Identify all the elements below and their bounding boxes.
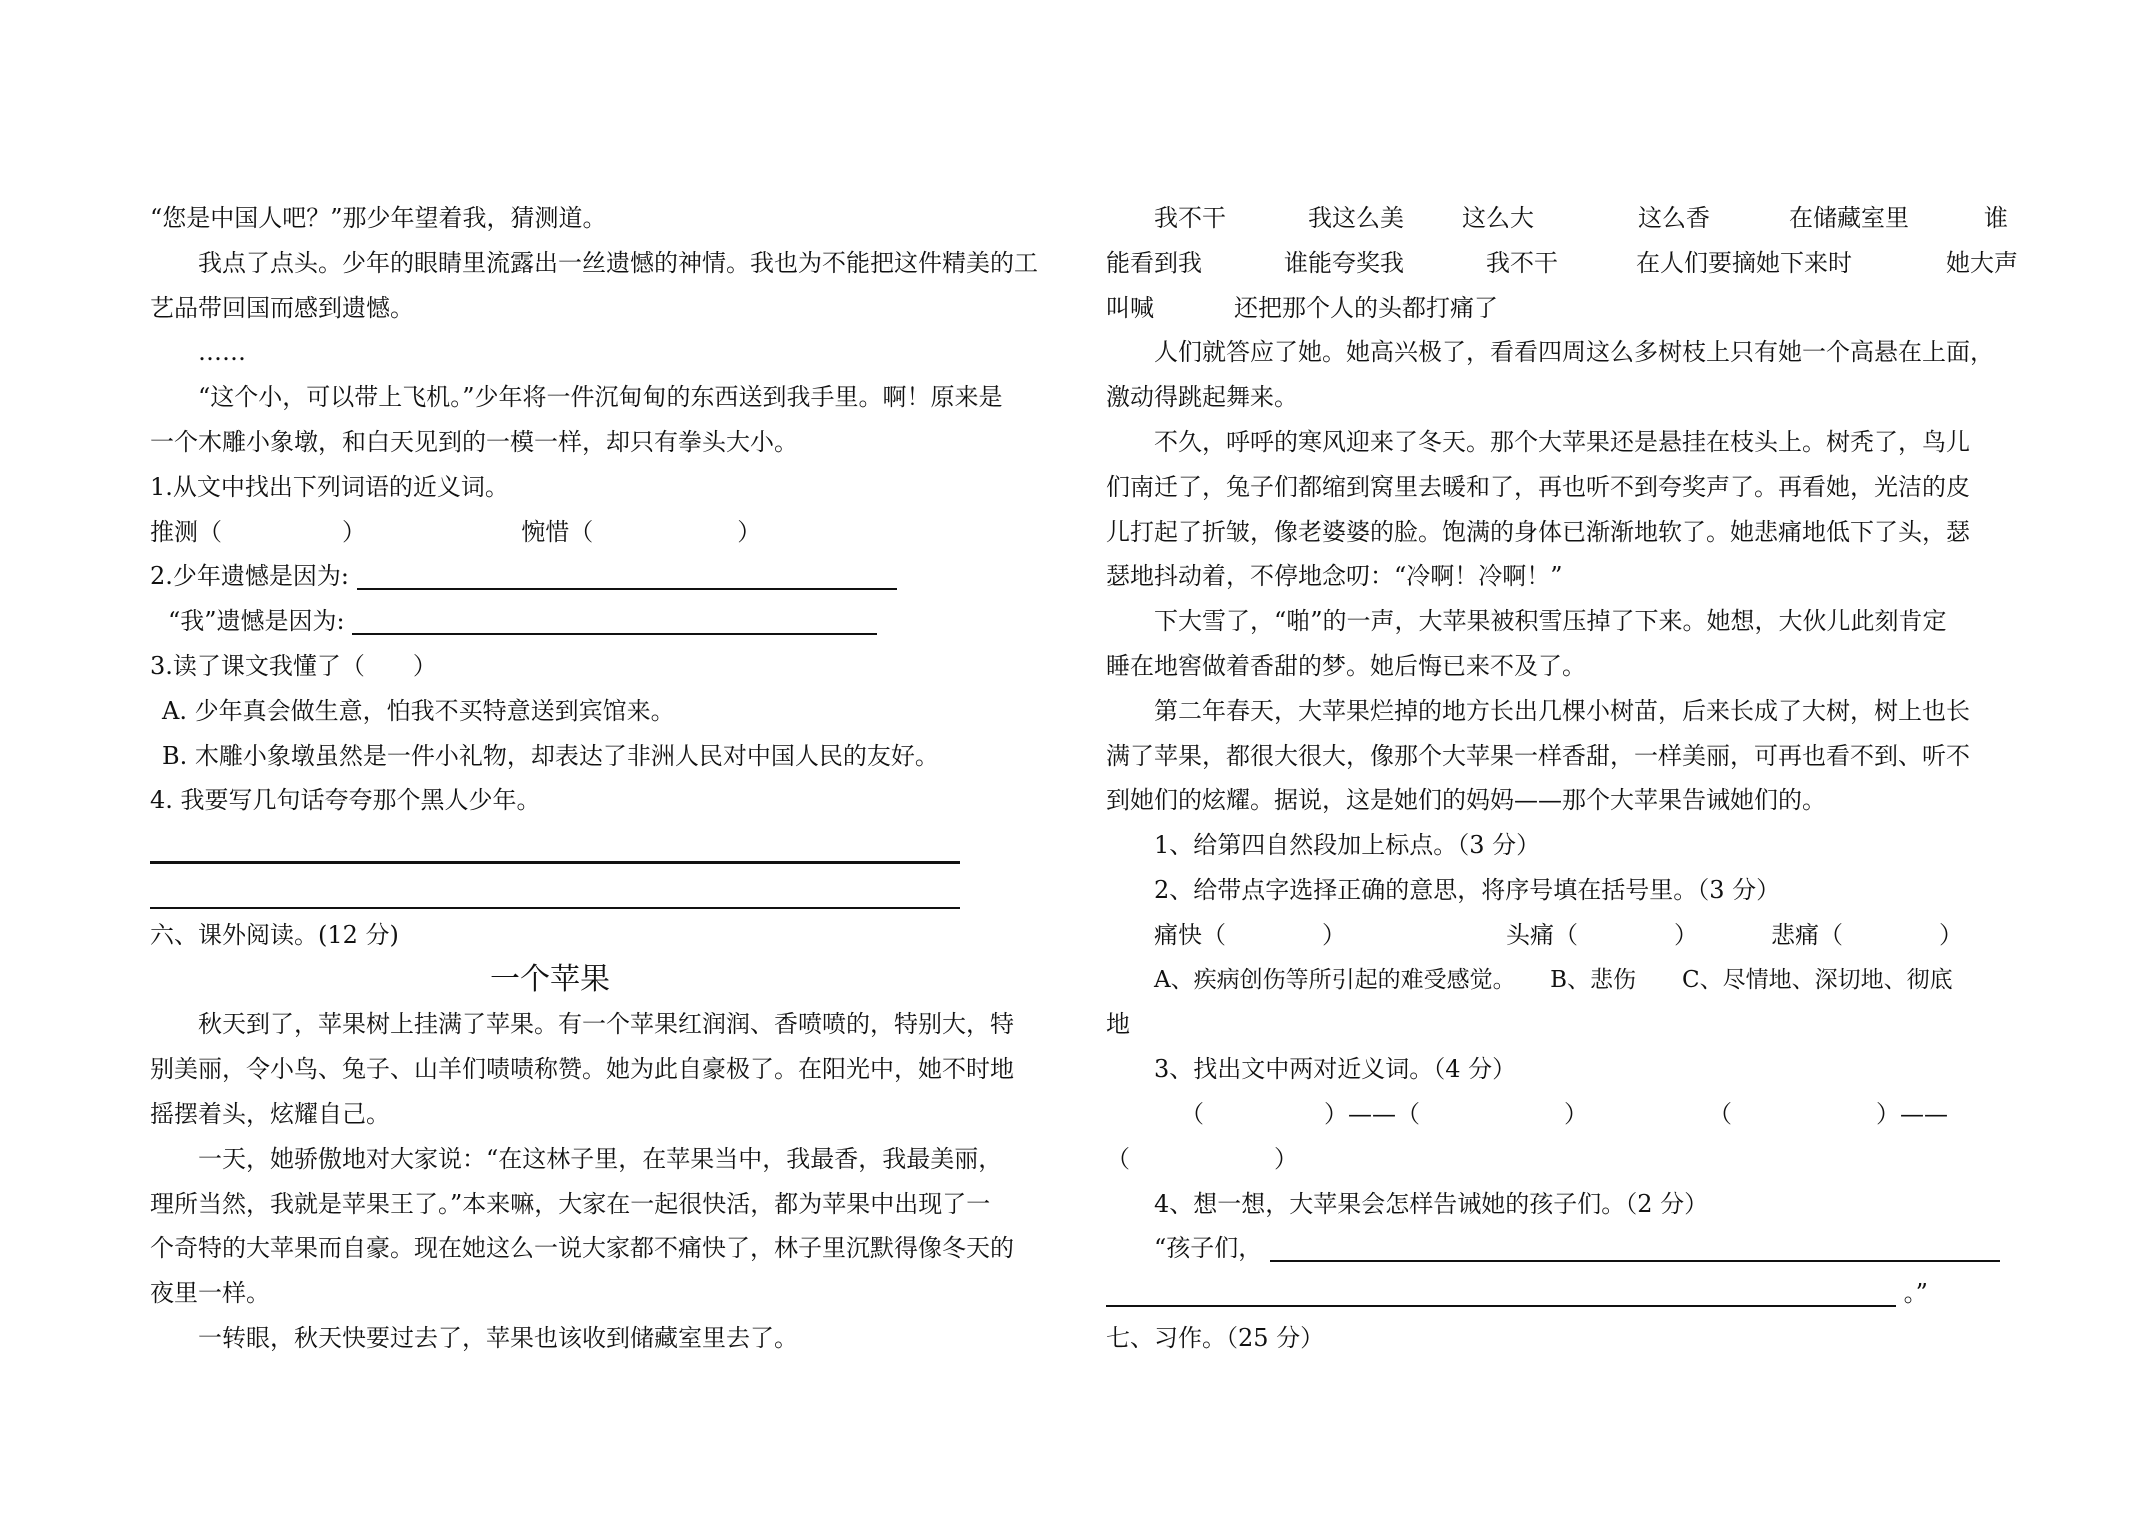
phrase: 她大声 (1946, 248, 2018, 277)
section-7-heading: 七、习作。（25 分） (1106, 1323, 1325, 1352)
question-3: 3、找出文中两对近义词。（4 分） (1154, 1055, 1517, 1084)
section-6-heading: 六、课外阅读。(12 分) (150, 920, 399, 949)
passage-line: 一个木雕小象墩，和白天见到的一模一样，却只有拳头大小。 (150, 427, 798, 456)
passage-line: 我点了点头。少年的眼睛里流露出一丝遗憾的神情。我也为不能把这件精美的工 (198, 248, 1038, 277)
question-1-items (150, 510, 1070, 555)
ellipsis-line: …… (198, 338, 246, 367)
answer-line[interactable] (1270, 1236, 2000, 1262)
answer-line[interactable] (352, 609, 877, 635)
question-2-items (1106, 913, 2016, 958)
story-line: 睡在地窖做着香甜的梦。她后悔已来不及了。 (1106, 651, 1586, 680)
synonym-pairs-cont[interactable]: （ ） (1106, 1144, 1298, 1173)
meaning-options-cont: 地 (1106, 1010, 1130, 1039)
story-line: 儿打起了折皱，像老婆婆的脸。饱满的身体已渐渐地软了。她悲痛地低下了头，瑟 (1106, 517, 1970, 546)
story-line: 不久，呼呼的寒风迎来了冬天。那个大苹果还是悬挂在枝头上。树秃了，鸟儿 (1154, 427, 1970, 456)
story-line: 秋天到了，苹果树上挂满了苹果。有一个苹果红润润、香喷喷的，特别大，特 (198, 1010, 1014, 1039)
story-line: 人们就答应了她。她高兴极了，看看四周这么多树枝上只有她一个高悬在上面， (1154, 338, 1994, 367)
phrase: 我不干 (1486, 248, 1558, 277)
blank-beitong[interactable]: 悲痛（ ） (1771, 920, 1963, 949)
answer-line[interactable] (1106, 1281, 1896, 1307)
synonym-blank-1[interactable]: 推测（ ） (150, 517, 366, 546)
story-line: 满了苹果，都很大很大，像那个大苹果一样香甜，一样美丽，可再也看不到、听不 (1106, 741, 1970, 770)
passage-line: “这个小，可以带上飞机。”少年将一件沉甸甸的东西送到我手里。啊！原来是 (198, 383, 1003, 412)
blank-toutong[interactable]: 头痛（ ） (1506, 920, 1698, 949)
story-line: 下大雪了，“啪”的一声，大苹果被积雪压掉了下来。她想，大伙儿此刻肯定 (1154, 607, 1947, 636)
answer-line[interactable] (150, 823, 1070, 868)
question-1: 1、给第四自然段加上标点。（3 分） (1154, 831, 1541, 860)
phrase: 谁 (1984, 204, 2008, 232)
story-line: 第二年春天，大苹果烂掉的地方长出几棵小树苗，后来长成了大树，树上也长 (1154, 696, 1970, 725)
left-column (150, 196, 1070, 1361)
paragraph-4-line (1106, 196, 2016, 241)
paragraph-4-line (1106, 241, 2016, 286)
story-line: 激动得跳起舞来。 (1106, 383, 1298, 412)
option-a[interactable]: A. 少年真会做生意，怕我不买特意送到宾馆来。 (162, 696, 675, 725)
answer-line[interactable] (357, 564, 897, 590)
phrase: 叫喊 (1106, 293, 1154, 322)
phrase: 在储藏室里 (1789, 204, 1909, 232)
meaning-options: A、疾病创伤等所引起的难受感觉。 B、悲伤 C、尽情地、深切地、彻底 (1154, 966, 1953, 993)
answer-start (1106, 1226, 2016, 1271)
phrase: 我这么美 (1308, 204, 1404, 232)
phrase: 在人们要摘她下来时 (1636, 248, 1852, 277)
answer-prefix: “孩子们， (1154, 1234, 1263, 1263)
story-line: 们南迁了，兔子们都缩到窝里去暖和了，再也听不到夸奖声了。再看她，光洁的皮 (1106, 472, 1970, 501)
question-1: 1.从文中找出下列词语的近义词。 (150, 472, 509, 501)
passage-line: 艺品带回国而感到遗憾。 (150, 293, 414, 322)
story-line: 一转眼，秋天快要过去了，苹果也该收到储藏室里去了。 (198, 1323, 798, 1352)
option-b[interactable]: B. 木雕小象墩虽然是一件小礼物，却表达了非洲人民对中国人民的友好。 (162, 741, 939, 770)
story-title: 一个苹果 (490, 961, 610, 997)
paragraph-4-line (1106, 286, 2016, 331)
phrase: 还把那个人的头都打痛了 (1234, 293, 1498, 322)
phrase: 我不干 (1154, 204, 1226, 232)
question-4: 4、想一想，大苹果会怎样告诫她的孩子们。（2 分） (1154, 1189, 1709, 1218)
question-3: 3.读了课文我懂了（ ） (150, 651, 437, 680)
synonym-pairs[interactable]: （ ）——（ ） （ ）—— (1180, 1099, 1948, 1128)
answer-suffix: 。” (1903, 1279, 1928, 1308)
question-2: 2、给带点字选择正确的意思，将序号填在括号里。（3 分） (1154, 875, 1781, 904)
story-line: 摇摆着头，炫耀自己。 (150, 1099, 390, 1128)
question-2-label: 2.少年遗憾是因为: (150, 562, 349, 591)
question-4: 4. 我要写几句话夸夸那个黑人少年。 (150, 786, 541, 815)
story-line: 个奇特的大苹果而自豪。现在她这么一说大家都不痛快了，林子里沉默得像冬天的 (150, 1234, 1014, 1263)
phrase: 能看到我 (1106, 248, 1202, 277)
story-line: 一天，她骄傲地对大家说：“在这林子里，在苹果当中，我最香，我最美丽， (198, 1144, 1003, 1173)
phrase: 这么香 (1638, 204, 1710, 232)
answer-line[interactable] (150, 868, 1070, 913)
story-line: 理所当然，我就是苹果王了。”本来嘛，大家在一起很快活，都为苹果中出现了一 (150, 1189, 991, 1218)
question-2b-label: “我”遗憾是因为: (168, 607, 345, 636)
blank-tongkuai[interactable]: 痛快（ ） (1154, 920, 1346, 949)
answer-end (1106, 1271, 2016, 1316)
passage-line: “您是中国人吧？”那少年望着我，猜测道。 (150, 204, 607, 232)
phrase: 这么大 (1462, 204, 1534, 232)
story-line: 到她们的炫耀。据说，这是她们的妈妈——那个大苹果告诫她们的。 (1106, 786, 1826, 815)
story-line: 别美丽，令小鸟、兔子、山羊们啧啧称赞。她为此自豪极了。在阳光中，她不时地 (150, 1055, 1014, 1084)
story-line: 夜里一样。 (150, 1279, 270, 1308)
right-column (1106, 196, 2016, 1361)
question-2 (150, 554, 1070, 599)
phrase: 谁能夸奖我 (1284, 248, 1404, 277)
synonym-blank-2[interactable]: 惋惜（ ） (521, 517, 762, 546)
story-line: 瑟地抖动着，不停地念叨：“冷啊！冷啊！” (1106, 562, 1563, 591)
question-2b (150, 599, 1070, 644)
